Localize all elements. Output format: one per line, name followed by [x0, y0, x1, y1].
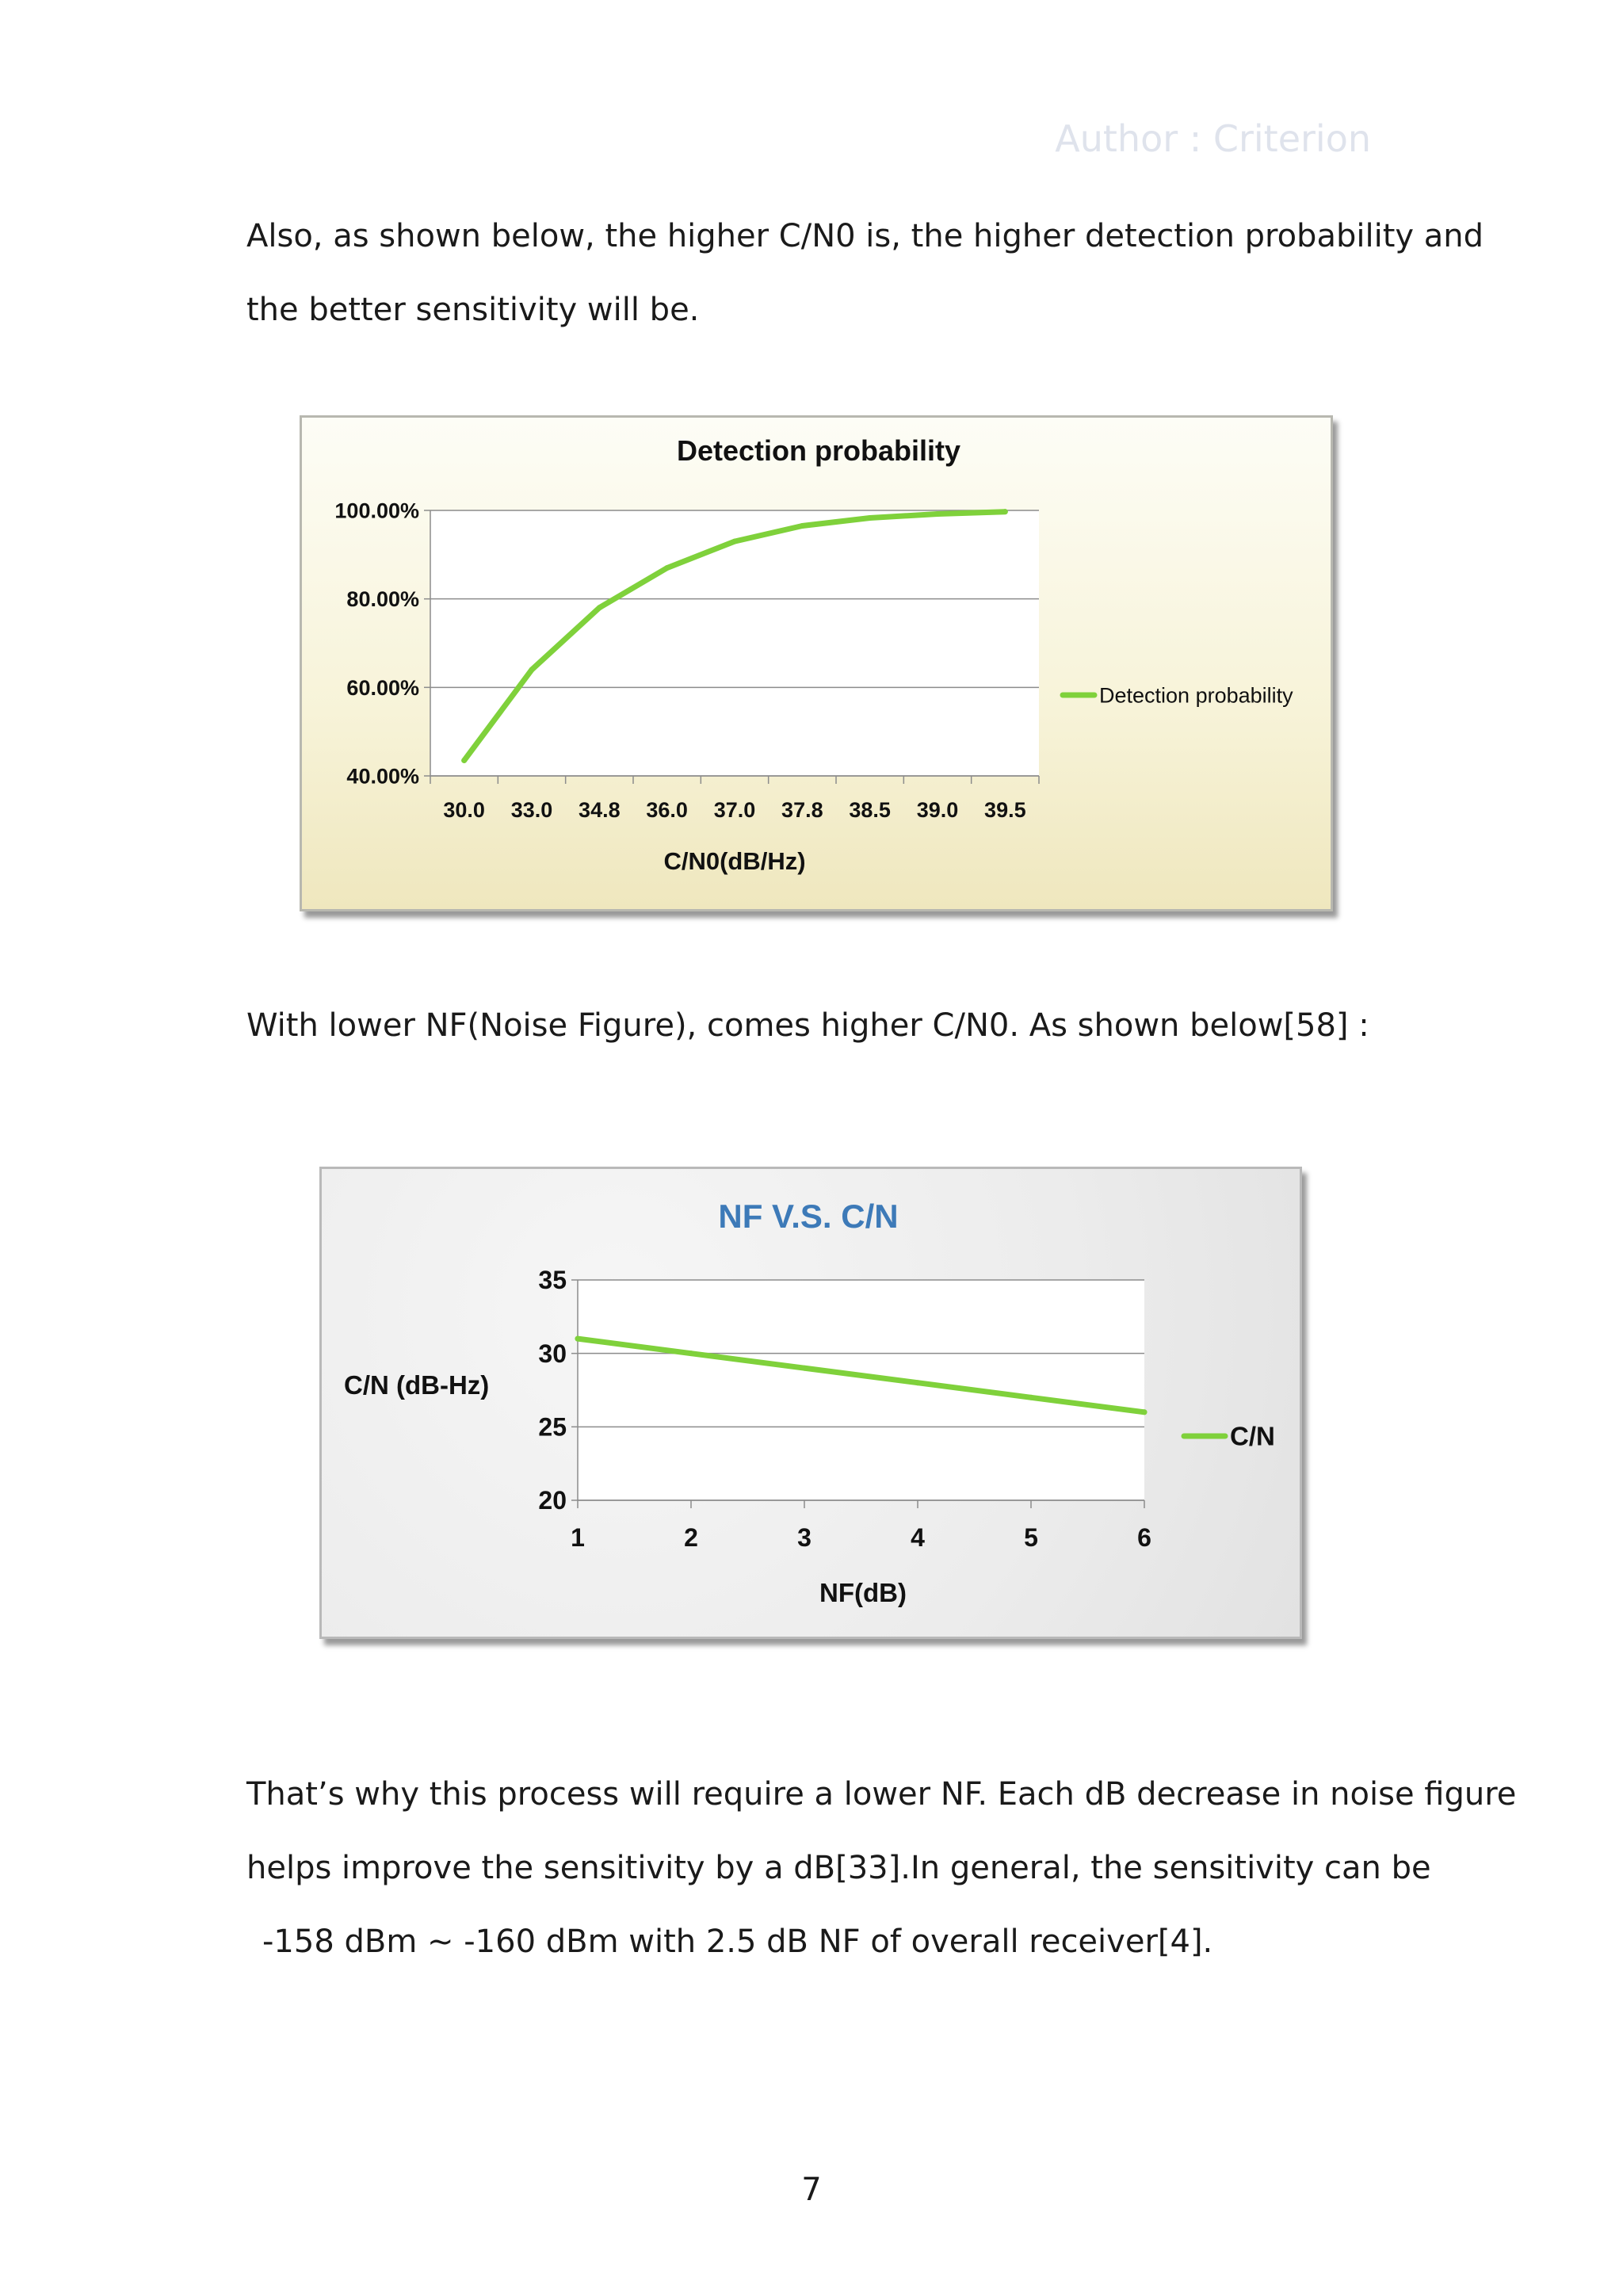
x-tick-label: 4 [911, 1523, 925, 1552]
nf-vs-cn-chart-svg [322, 1169, 1300, 1637]
paragraph-conclusion [246, 1758, 1517, 1979]
data-point [664, 565, 670, 571]
data-point [597, 605, 602, 610]
data-point [867, 515, 873, 521]
detection-probability-chart [300, 415, 1333, 911]
data-point [915, 1380, 921, 1385]
data-point [802, 1366, 808, 1371]
y-tick-label: 20 [538, 1486, 567, 1515]
x-tick-label: 1 [571, 1523, 585, 1552]
plot-area [578, 1280, 1144, 1500]
x-axis-label: C/N0(dB/Hz) [663, 847, 806, 875]
paragraph-line: the better sensitivity will be. [246, 292, 700, 328]
x-tick-label: 37.0 [713, 798, 756, 822]
y-tick-label: 25 [538, 1412, 567, 1442]
legend-label: Detection probability [1099, 683, 1293, 708]
paragraph-line: With lower NF(Noise Figure), comes higher C/N0. As shown below[58] : [246, 1007, 1369, 1044]
x-tick-label: 39.0 [916, 798, 959, 822]
data-point [575, 1336, 581, 1342]
y-tick-label: 100.00% [334, 499, 419, 523]
paragraph-intro [246, 200, 1484, 347]
x-tick-label: 38.5 [849, 798, 891, 822]
x-axis-label: NF(dB) [819, 1578, 907, 1607]
data-point [529, 667, 535, 673]
x-tick-label: 6 [1137, 1523, 1151, 1552]
data-point [800, 523, 805, 529]
data-point [461, 758, 467, 763]
x-tick-label: 33.0 [510, 798, 553, 822]
data-point [1002, 509, 1008, 514]
y-tick-label: 30 [538, 1339, 567, 1368]
x-tick-label: 30.0 [443, 798, 485, 822]
x-tick-label: 3 [797, 1523, 812, 1552]
chart-title: Detection probability [676, 434, 961, 467]
x-tick-label: 5 [1024, 1523, 1038, 1552]
x-tick-label: 37.8 [781, 798, 823, 822]
chart-title: NF V.S. C/N [718, 1198, 899, 1235]
nf-vs-cn-chart [319, 1167, 1302, 1639]
data-point [689, 1350, 694, 1356]
paragraph-line: That’s why this process will require a lower NF. Each dB decrease in noise figure [246, 1776, 1517, 1813]
page-number: 7 [801, 2172, 822, 2208]
x-tick-label: 34.8 [579, 798, 621, 822]
x-tick-label: 39.5 [984, 798, 1026, 822]
plot-area [430, 510, 1039, 776]
y-tick-label: 80.00% [346, 587, 419, 612]
y-axis-label: C/N (dB-Hz) [344, 1370, 490, 1400]
x-tick-label: 2 [684, 1523, 698, 1552]
author-header: Author : Criterion [1055, 117, 1371, 160]
paragraph-nf [246, 989, 1396, 1063]
paragraph-line: -158 dBm ~ -160 dBm with 2.5 dB NF of overall receiver[4]. [262, 1924, 1213, 1960]
data-point [1142, 1409, 1148, 1415]
y-tick-label: 40.00% [346, 764, 419, 789]
paragraph-line: helps improve the sensitivity by a dB[33].In general, the sensitivity can be [246, 1850, 1431, 1886]
y-tick-label: 35 [538, 1266, 567, 1295]
detection-probability-chart-svg [302, 418, 1331, 909]
legend-label: C/N [1230, 1421, 1275, 1451]
y-tick-label: 60.00% [346, 675, 419, 700]
data-point [1029, 1395, 1034, 1400]
data-point [935, 511, 941, 517]
x-tick-label: 36.0 [646, 798, 688, 822]
data-point [732, 539, 738, 544]
paragraph-line: Also, as shown below, the higher C/N0 is, the higher detection probability and [246, 218, 1484, 254]
